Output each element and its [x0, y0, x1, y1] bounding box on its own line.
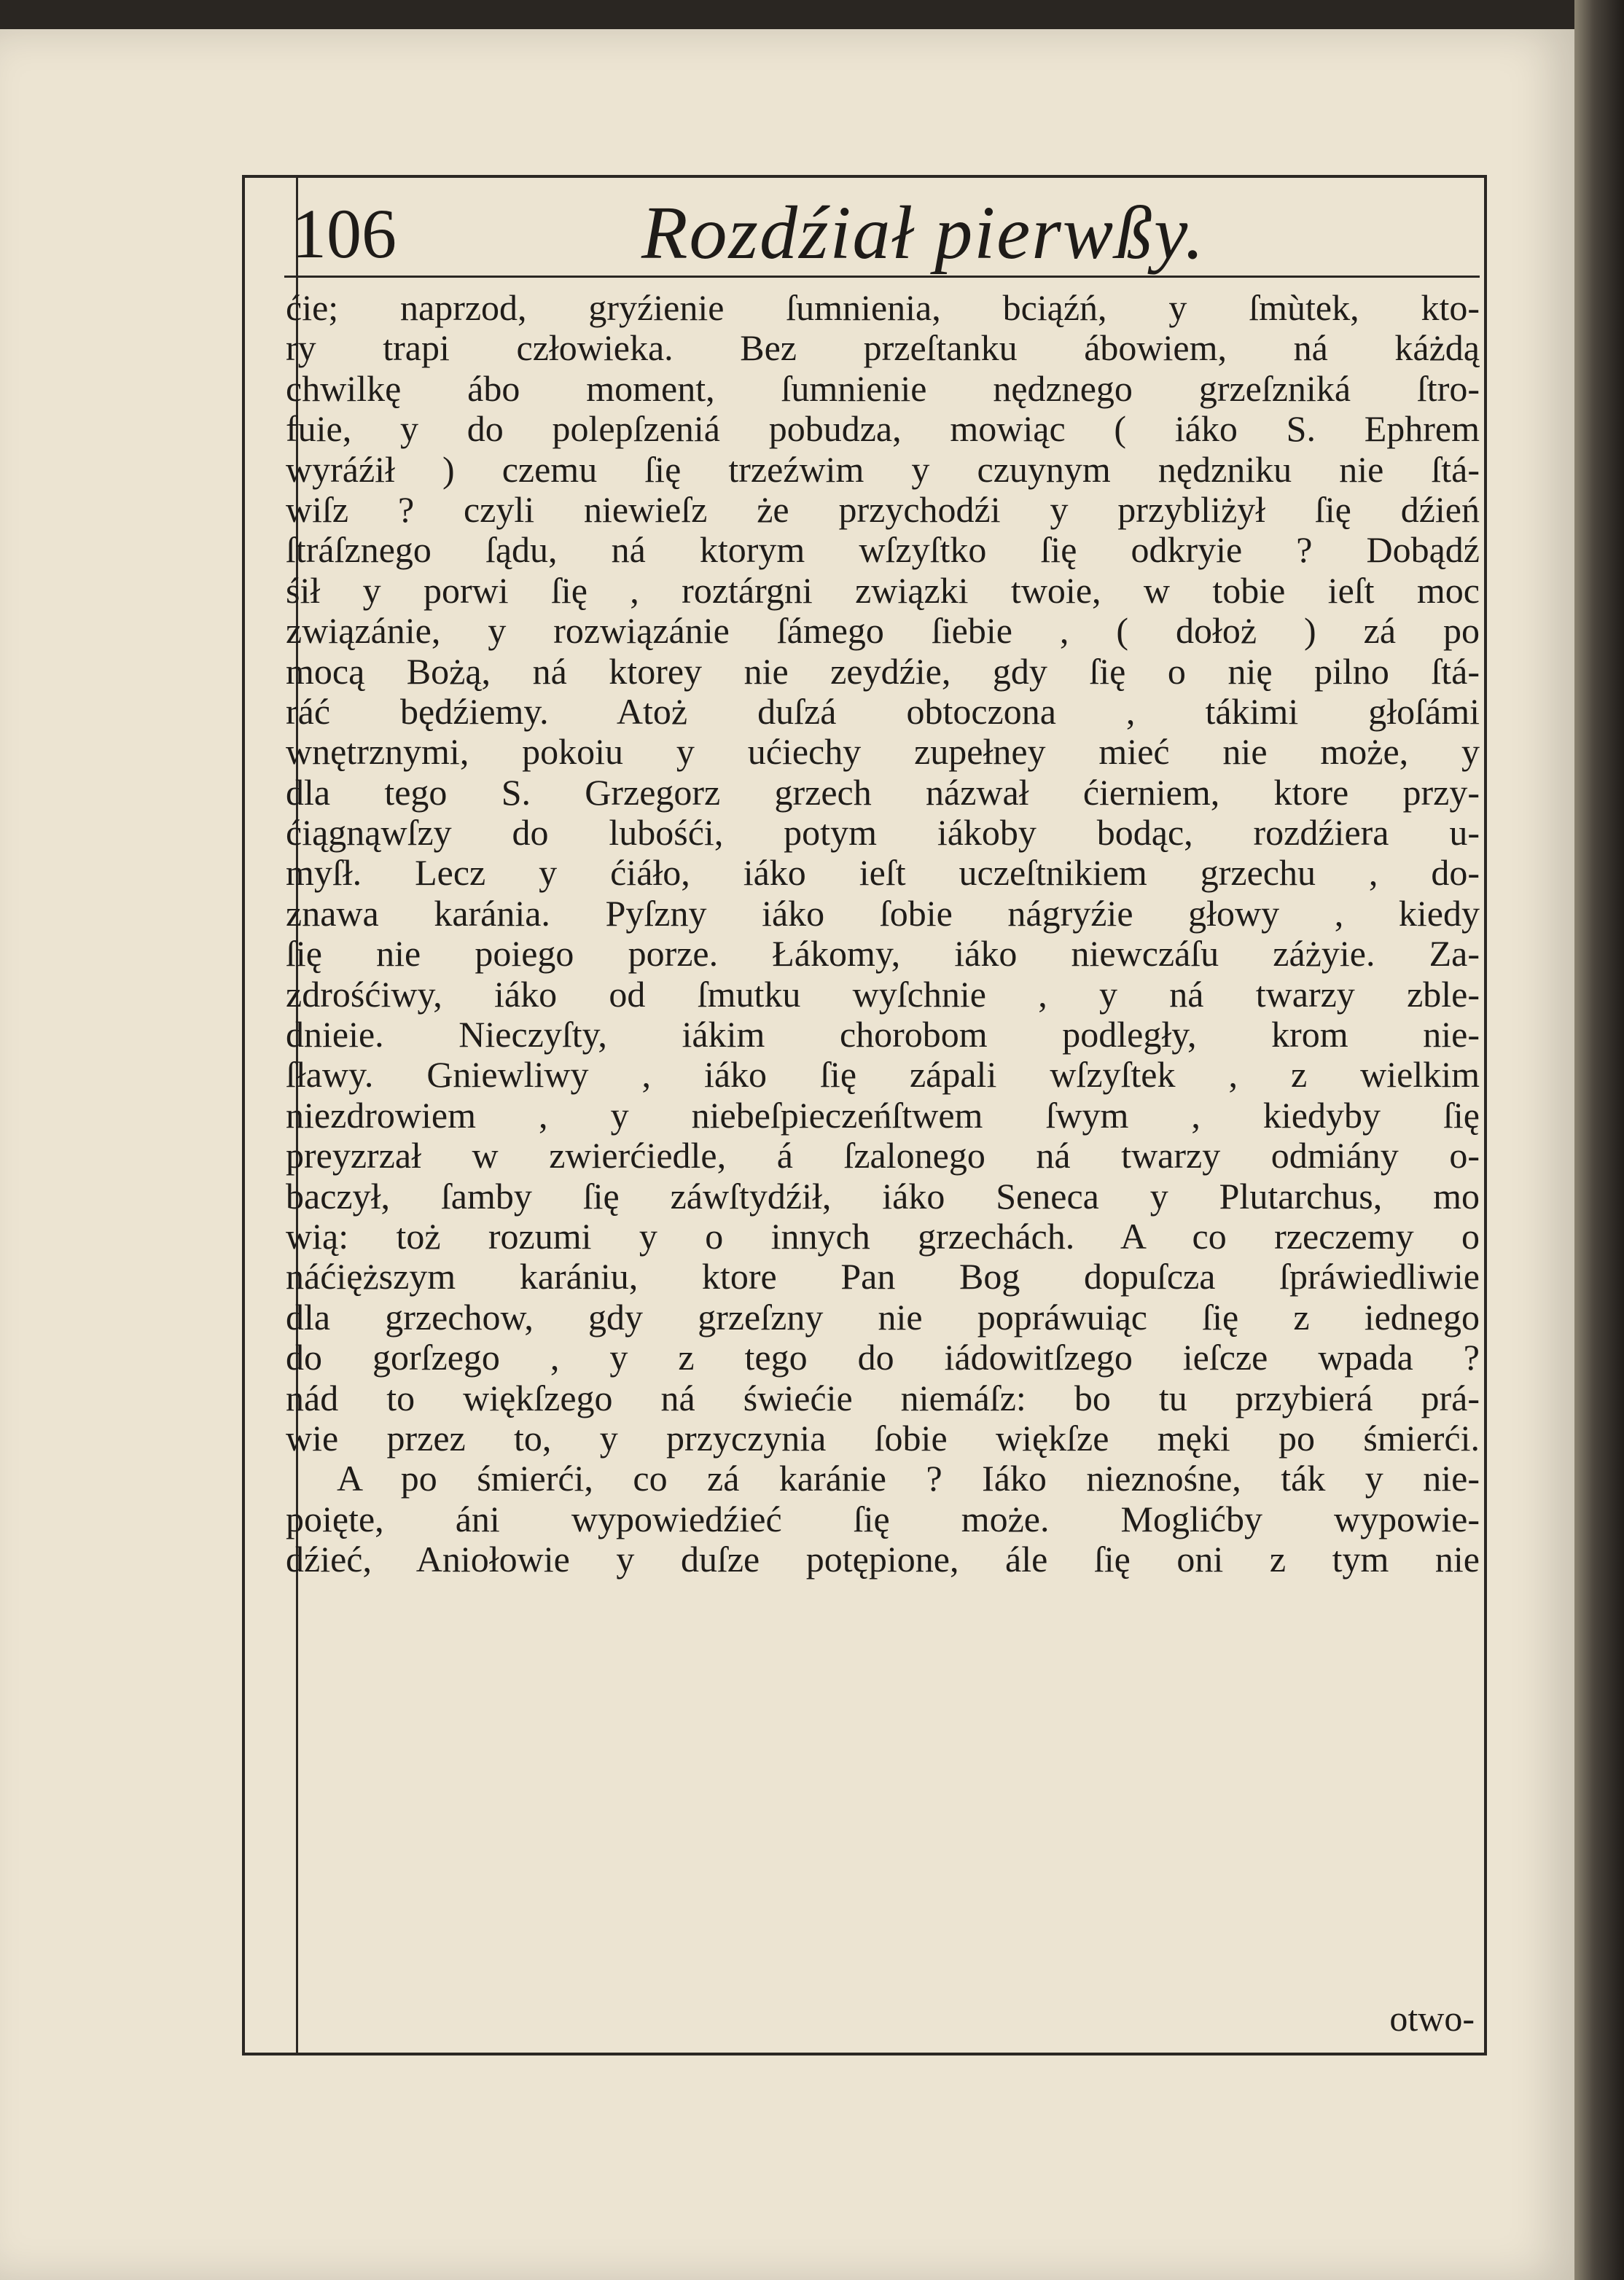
text-line: dnieie. Nieczyſty, iákim chorobom podległy, krom nie-	[286, 1015, 1480, 1055]
text-line: mocą Bożą, ná ktorey nie zeydźie, gdy ſię o nię pilno ſtá-	[286, 651, 1480, 692]
header-rule	[284, 276, 1480, 278]
page-header	[284, 186, 1465, 281]
body-text	[286, 288, 1480, 1580]
text-line: do gorſzego , y z tego do iádowitſzego ieſcze wpada ?	[286, 1338, 1480, 1378]
text-line: dla tego S. Grzegorz grzech názwał ćierniem, ktore przy-	[286, 772, 1480, 813]
page-number: 106	[292, 195, 397, 273]
text-line: wnętrznymi, pokoiu y ućiechy zupełney mieć nie może, y	[286, 732, 1480, 773]
text-line: znawa karánia. Pyſzny iáko ſobie nágryźie głowy , kiedy	[286, 893, 1480, 934]
text-line: fuie, y do polepſzeniá pobudza, mowiąc ( iáko S. Ephrem	[286, 409, 1480, 450]
book-spine	[1574, 0, 1624, 2280]
text-line: wią: toż rozumi y o innych grzechách. A co rzeczemy o	[286, 1216, 1480, 1257]
text-line: baczył, ſamby ſię záwſtydźił, iáko Seneca y Plutarchus, mo	[286, 1176, 1480, 1217]
text-line: wiſz ? czyli niewieſz że przychodźi y przybliżył ſię dźień	[286, 489, 1480, 530]
text-line: wie przez to, y przyczynia ſobie więkſze męki po śmierći.	[286, 1418, 1480, 1459]
text-line: związánie, y rozwiązánie ſámego ſiebie , ( dołoż ) zá po	[286, 611, 1480, 652]
text-line: ćie; naprzod, gryźienie ſumnienia, bciąźń, y ſmùtek, kto-	[286, 288, 1480, 328]
text-line: poięte, áni wypowiedźieć ſię może. Moglićby wypowie-	[286, 1499, 1480, 1539]
text-line: chwilkę ábo moment, ſumnienie nędznego grzeſzniká ſtro-	[286, 368, 1480, 409]
text-line: nád to więkſzego ná świećie niemáſz: bo tu przybierá prá-	[286, 1378, 1480, 1418]
text-line: preyzrzał w zwierćiedle, á ſzalonego ná twarzy odmiány o-	[286, 1136, 1480, 1176]
text-line: dźieć, Aniołowie y duſze potępione, ále ſię oni z tym nie	[286, 1539, 1480, 1580]
text-line: ſławy. Gniewliwy , iáko ſię zápali wſzyſtek , z wielkim	[286, 1055, 1480, 1096]
text-line: ćiągnąwſzy do lubośći, potym iákoby bodąc, rozdźiera u-	[286, 813, 1480, 854]
catchword: otwo-	[1389, 1998, 1475, 2039]
text-line: dla grzechow, gdy grzeſzny nie popráwuiąc ſię z iednego	[286, 1297, 1480, 1338]
text-line: ráć będźiemy. Atoż duſzá obtoczona , tákimi głoſámi	[286, 691, 1480, 732]
text-line: myſł. Lecz y ćiáło, iáko ieſt uczeſtnikiem grzechu , do-	[286, 853, 1480, 894]
text-line: zdrośćiwy, iáko od ſmutku wyſchnie , y ná twarzy zble-	[286, 974, 1480, 1015]
text-line-paragraph-start: A po śmierći, co zá karánie ? Iáko nieznośne, ták y nie-	[337, 1459, 1480, 1499]
running-head: Rozdźiał pierwßy.	[641, 191, 1206, 275]
text-line: śił y porwi ſię , roztárgni związki twoie, w tobie ieſt moc	[286, 570, 1480, 611]
text-line: ſtráſznego ſądu, ná ktorym wſzyſtko ſię odkryie ? Dobądź	[286, 530, 1480, 571]
text-line: ry trapi człowieka. Bez przeſtanku ábowiem, ná káżdą	[286, 328, 1480, 369]
text-line: wyráźił ) czemu ſię trzeźwim y czuynym nędzniku nie ſtá-	[286, 449, 1480, 490]
text-line: ſię nie poiego porze. Łákomy, iáko niewczáſu záżyie. Za-	[286, 934, 1480, 975]
text-line: náćięższym karániu, ktore Pan Bog dopuſcza ſpráwiedliwie	[286, 1257, 1480, 1297]
text-line: niezdrowiem , y niebeſpieczeńſtwem ſwym , kiedyby ſię	[286, 1095, 1480, 1136]
